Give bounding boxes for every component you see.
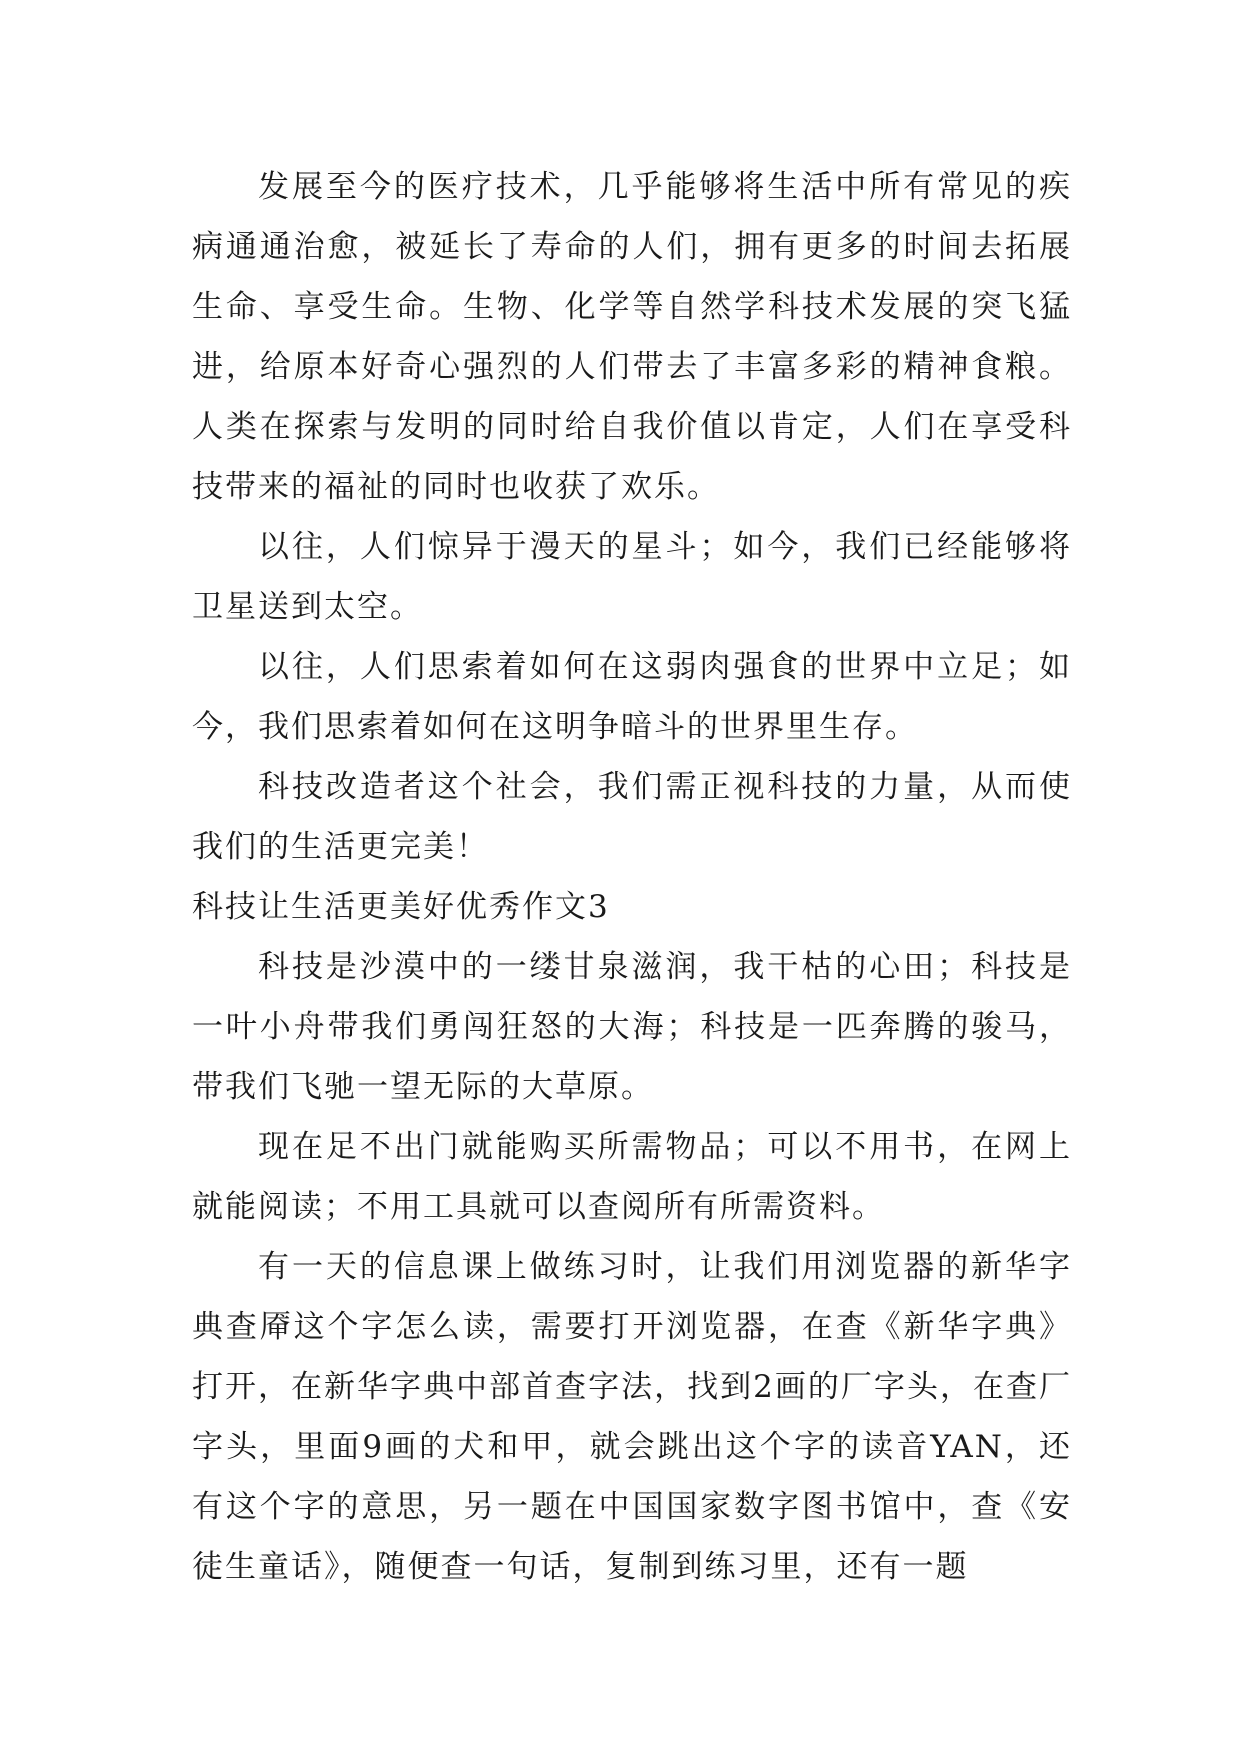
document-body: [192, 157, 1072, 1597]
paragraph-survival: 以往，人们思索着如何在这弱肉强食的世界中立足；如今，我们思索着如何在这明争暗斗的世界里生存。: [192, 649, 1072, 745]
essay-heading: 科技让生活更美好优秀作文3: [192, 889, 610, 925]
paragraph-info-class: 有一天的信息课上做练习时，让我们用浏览器的新华字典查厣这个字怎么读，需要打开浏览器，在查《新华字典》打开，在新华字典中部首查字法，找到2画的厂字头，在查厂字头，里面9画的犬和甲，就会跳出这个字的读音YAN，还有这个字的意思，另一题在中国国家数字图书馆中，查《安徒生童话》，随便查一句话，复制到练习里，还有一题: [192, 1249, 1072, 1585]
paragraph-conclusion: 科技改造者这个社会，我们需正视科技的力量，从而使我们的生活更完美！: [192, 769, 1072, 865]
paragraph-tech-metaphors: 科技是沙漠中的一缕甘泉滋润，我干枯的心田；科技是一叶小舟带我们勇闯狂怒的大海；科技是一匹奔腾的骏马，带我们飞驰一望无际的大草原。: [192, 949, 1072, 1105]
paragraph-stars-satellites: 以往，人们惊异于漫天的星斗；如今，我们已经能够将卫星送到太空。: [192, 529, 1072, 625]
paragraph-convenience: 现在足不出门就能购买所需物品；可以不用书，在网上就能阅读；不用工具就可以查阅所有所需资料。: [192, 1129, 1072, 1225]
paragraph-medical-tech: 发展至今的医疗技术，几乎能够将生活中所有常见的疾病通通治愈，被延长了寿命的人们，拥有更多的时间去拓展生命、享受生命。生物、化学等自然学科技术发展的突飞猛进，给原本好奇心强烈的人们带去了丰富多彩的精神食粮。人类在探索与发明的同时给自我价值以肯定，人们在享受科技带来的福祉的同时也收获了欢乐。: [192, 169, 1072, 505]
